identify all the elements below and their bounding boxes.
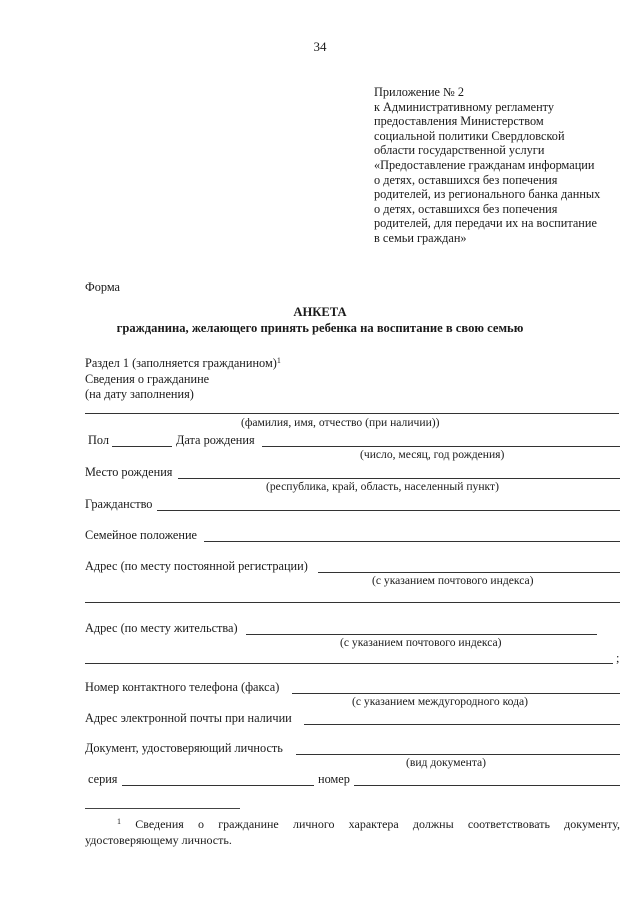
appendix-line: к Административному регламенту xyxy=(374,99,555,114)
res-address-label: Адрес (по месту жительства) xyxy=(85,621,238,635)
number-field-line[interactable] xyxy=(354,785,620,786)
marital-label: Семейное положение xyxy=(85,528,197,542)
form-label: Форма xyxy=(85,280,120,294)
series-field-line[interactable] xyxy=(122,785,314,786)
section-heading-text: Раздел 1 (заполняется гражданином) xyxy=(85,356,277,370)
section-subheading: Сведения о гражданине xyxy=(85,372,210,386)
appendix-line: Приложение № 2 xyxy=(374,85,465,99)
footnote-text xyxy=(85,816,620,832)
fio-field-line[interactable] xyxy=(85,413,619,414)
res-address-end: ; xyxy=(616,651,620,665)
sex-label: Пол xyxy=(88,433,110,447)
page-number: 34 xyxy=(313,39,327,54)
reg-address-label: Адрес (по месту постоянной регистрации) xyxy=(85,559,308,573)
section-heading xyxy=(85,356,281,370)
series-label: серия xyxy=(88,772,118,786)
footnote-ref: 1 xyxy=(276,356,281,365)
birthplace-caption: (республика, край, область, населенный пункт) xyxy=(266,480,499,493)
number-label: номер xyxy=(318,772,350,786)
res-address-field-line-2[interactable] xyxy=(85,663,613,664)
id-doc-field-line[interactable] xyxy=(296,754,620,755)
appendix-line: области государственной услуги xyxy=(374,143,545,158)
appendix-line: «Предоставление гражданам информации xyxy=(374,157,595,172)
section-date-note: (на дату заполнения) xyxy=(85,387,194,401)
phone-caption: (с указанием междугородного кода) xyxy=(352,695,529,708)
email-label: Адрес электронной почты при наличии xyxy=(85,711,292,725)
citizenship-field-line[interactable] xyxy=(157,510,620,511)
id-doc-label: Документ, удостоверяющий личность xyxy=(85,741,283,755)
id-doc-caption: (вид документа) xyxy=(406,756,487,769)
appendix-block xyxy=(374,85,634,246)
birthdate-caption: (число, месяц, год рождения) xyxy=(360,448,505,461)
footnote-separator xyxy=(85,808,240,809)
fio-caption: (фамилия, имя, отчество (при наличии)) xyxy=(241,416,440,429)
appendix-line: в семьи граждан» xyxy=(374,230,467,245)
birthplace-label: Место рождения xyxy=(85,465,173,479)
footnote-continuation: удостоверяющему личность. xyxy=(85,833,232,847)
res-address-field-line[interactable] xyxy=(246,634,597,635)
phone-label: Номер контактного телефона (факса) xyxy=(85,680,280,694)
email-field-line[interactable] xyxy=(304,724,620,725)
sex-field-line[interactable] xyxy=(112,446,172,447)
appendix-line: предоставления Министерством xyxy=(374,114,544,129)
birthplace-field-line[interactable] xyxy=(178,478,620,479)
document-subtitle: гражданина, желающего принять ребенка на воспитание в свою семью xyxy=(116,321,524,335)
citizenship-label: Гражданство xyxy=(85,497,153,511)
footnote-line-1: Сведения о гражданине личного характера должны соответствовать документу, xyxy=(135,817,621,831)
birthdate-label: Дата рождения xyxy=(176,433,255,447)
appendix-line: родителей, для передачи их на воспитание xyxy=(374,216,597,231)
appendix-line: социальной политики Свердловской xyxy=(374,128,565,143)
footnote-marker: 1 xyxy=(117,817,121,826)
reg-address-field-line[interactable] xyxy=(318,572,620,573)
document-title: АНКЕТА xyxy=(293,305,347,319)
reg-address-caption: (с указанием почтового индекса) xyxy=(372,574,534,587)
appendix-line: родителей, из регионального банка данных xyxy=(374,187,601,202)
marital-field-line[interactable] xyxy=(204,541,620,542)
appendix-line: о детях, оставшихся без попечения xyxy=(374,201,558,216)
appendix-line: о детях, оставшихся без попечения xyxy=(374,172,558,187)
phone-field-line[interactable] xyxy=(292,693,620,694)
reg-address-field-line-2[interactable] xyxy=(85,602,620,603)
birthdate-field-line[interactable] xyxy=(262,446,620,447)
res-address-caption: (с указанием почтового индекса) xyxy=(340,636,502,649)
